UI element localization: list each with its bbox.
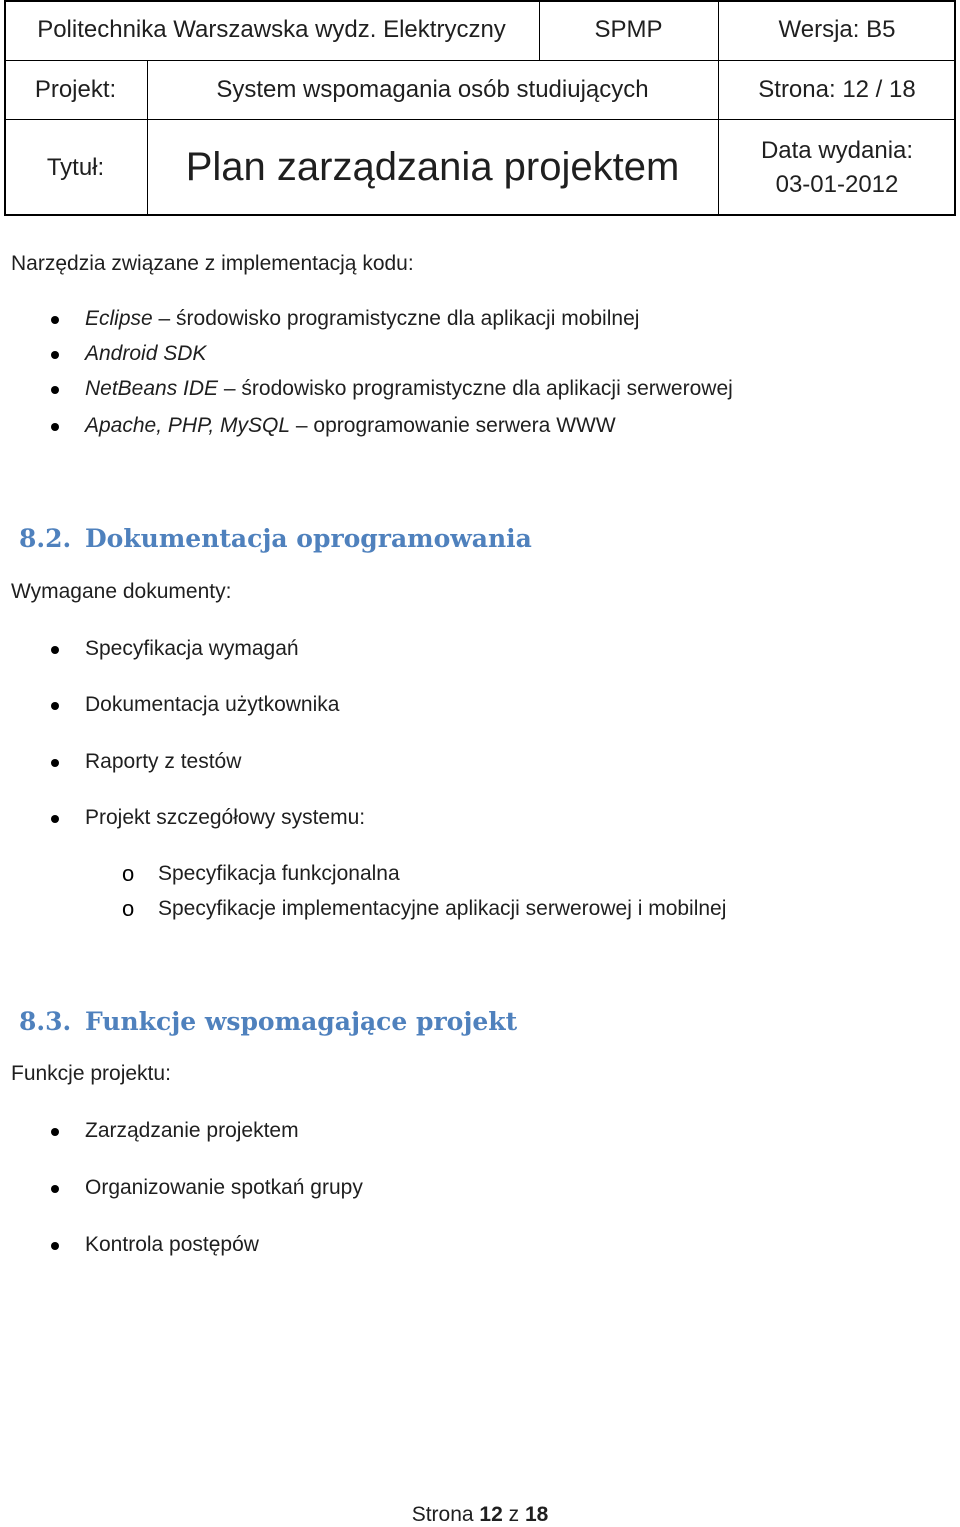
bullet-icon xyxy=(51,646,59,654)
section-heading-8-2 xyxy=(19,524,532,553)
university-name: Politechnika Warszawska wydz. Elektryczny xyxy=(37,16,506,43)
documents-intro: Wymagane dokumenty: xyxy=(11,580,232,603)
bullet-icon xyxy=(51,423,59,431)
tool-name: Eclipse xyxy=(85,307,153,330)
list-item: Raporty z testów xyxy=(85,750,242,773)
sub-list-item: Specyfikacje implementacyjne aplikacji serwerowej i mobilnej xyxy=(158,897,727,920)
bullet-icon xyxy=(51,815,59,823)
title-label: Tytuł: xyxy=(46,153,105,181)
bullet-icon xyxy=(51,1242,59,1250)
footer-total-pages: 18 xyxy=(524,1503,549,1526)
list-item xyxy=(85,342,206,366)
footer-page-number: 12 xyxy=(479,1503,503,1526)
list-item xyxy=(85,377,733,401)
list-item: Projekt szczegółowy systemu: xyxy=(85,806,366,829)
document-version: Wersja: B5 xyxy=(778,16,896,43)
tools-intro: Narzędzia związane z implementacją kodu: xyxy=(11,252,414,275)
section-number: 8.3. xyxy=(19,1007,72,1036)
document-short-name: SPMP xyxy=(594,16,663,43)
footer-middle: z xyxy=(508,1503,520,1526)
tool-description: – środowisko programistyczne dla aplikacji serwerowej xyxy=(218,377,733,400)
section-number: 8.2. xyxy=(19,524,72,553)
section-heading-8-3 xyxy=(19,1007,517,1036)
section-title: Dokumentacja oprogramowania xyxy=(85,524,532,553)
footer-prefix: Strona xyxy=(411,1503,474,1526)
circle-bullet-icon: o xyxy=(122,861,135,886)
list-item xyxy=(85,414,616,438)
project-name: System wspomagania osób studiujących xyxy=(216,75,649,103)
tool-description: – środowisko programistyczne dla aplikacji mobilnej xyxy=(152,307,640,330)
list-item: Kontrola postępów xyxy=(85,1233,259,1256)
bullet-icon xyxy=(51,759,59,767)
circle-bullet-icon: o xyxy=(122,896,135,921)
functions-intro: Funkcje projektu: xyxy=(11,1062,171,1085)
list-item xyxy=(85,307,639,331)
list-item: Organizowanie spotkań grupy xyxy=(85,1176,363,1199)
list-item: Dokumentacja użytkownika xyxy=(85,693,340,716)
release-date: 03-01-2012 xyxy=(775,170,899,198)
project-label: Projekt: xyxy=(34,75,117,103)
bullet-icon xyxy=(51,351,59,359)
release-date-label: Data wydania: xyxy=(760,136,914,164)
list-item: Zarządzanie projektem xyxy=(85,1119,299,1142)
bullet-icon xyxy=(51,1185,59,1193)
sub-list-item: Specyfikacja funkcjonalna xyxy=(158,862,400,885)
tool-name: Apache, PHP, MySQL xyxy=(85,414,291,437)
document-header-table xyxy=(4,0,956,216)
bullet-icon xyxy=(51,702,59,710)
bullet-icon xyxy=(51,316,59,324)
release-date-block xyxy=(718,119,956,216)
tool-description: – oprogramowanie serwera WWW xyxy=(290,414,616,437)
list-item: Specyfikacja wymagań xyxy=(85,637,299,660)
bullet-icon xyxy=(51,1128,59,1136)
page-footer xyxy=(0,1503,960,1527)
page-indicator: Strona: 12 / 18 xyxy=(758,75,916,103)
tool-name: Android SDK xyxy=(85,342,207,365)
section-title: Funkcje wspomagające projekt xyxy=(85,1007,518,1036)
tool-name: NetBeans IDE xyxy=(85,377,219,400)
document-title: Plan zarządzania projektem xyxy=(185,145,680,189)
bullet-icon xyxy=(51,386,59,394)
